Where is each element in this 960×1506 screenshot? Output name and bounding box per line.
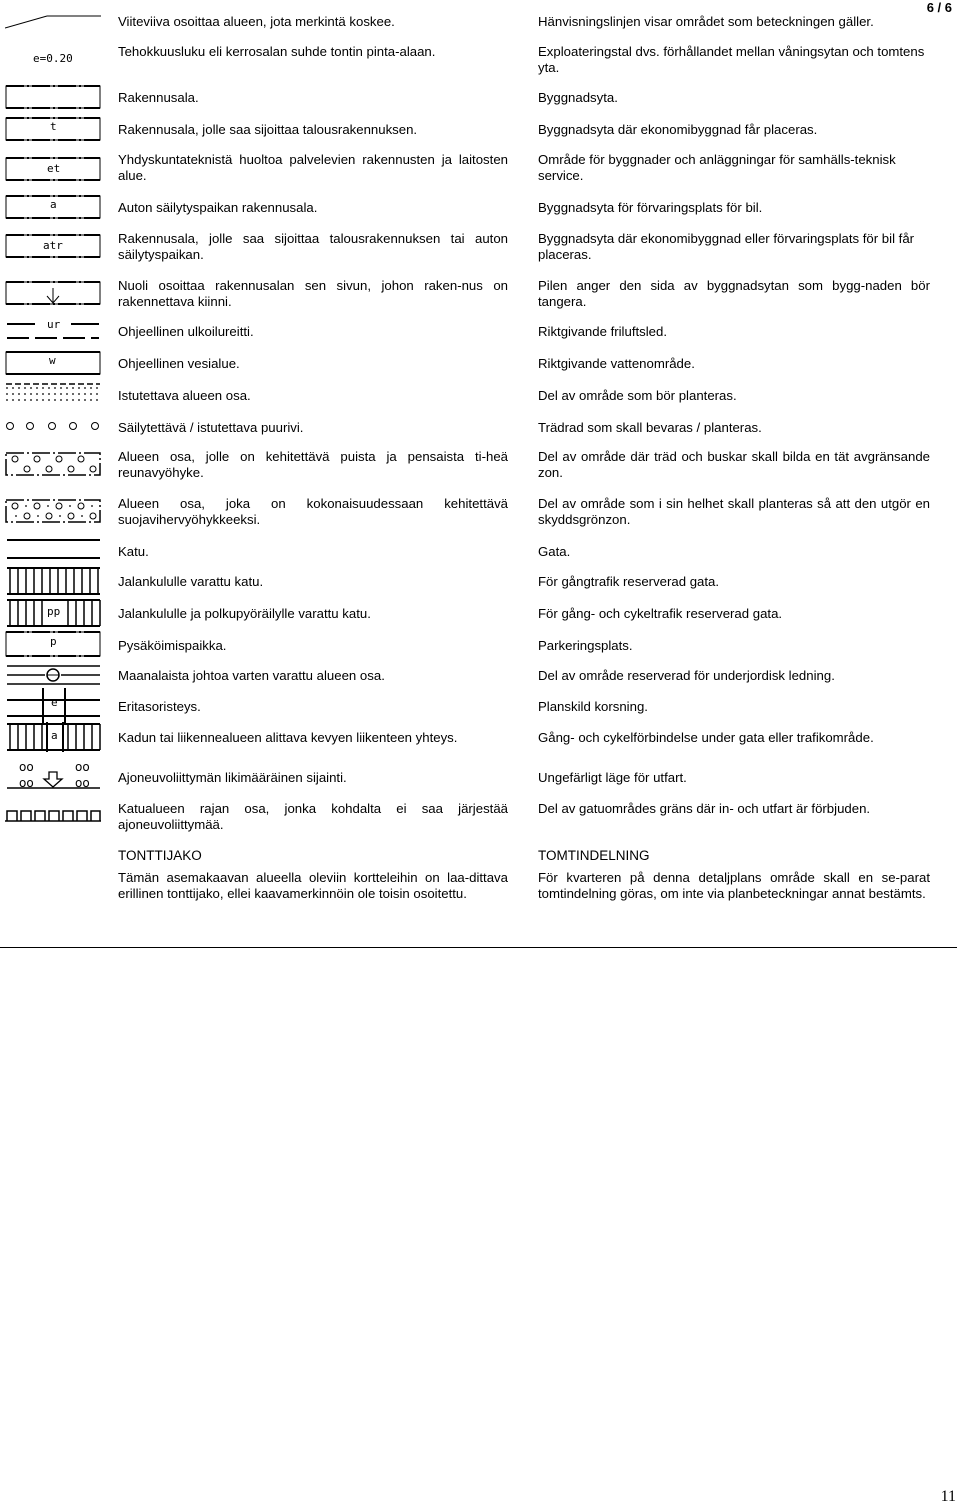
building-area-symbol <box>5 84 101 110</box>
legend-fi-text: Säilytettävä / istutettava puurivi. <box>118 420 304 435</box>
legend-sv-text: Exploateringstal dvs. förhållandet mellan våningsytan och tomtens yta. <box>538 44 925 75</box>
legend-sv-text: Gång- och cykelförbindelse under gata eller trafikområde. <box>538 730 874 745</box>
legend-sv-text: Del av område där träd och buskar skall bilda en tät avgränsande zon. <box>538 449 930 480</box>
legend-fi-text: Istutettava alueen osa. <box>118 388 251 403</box>
legend-fi-text: Ohjeellinen vesialue. <box>118 356 240 371</box>
tontti-fi-text: Tämän asemakaavan alueella oleviin kortteleihin on laa-dittava erillinen tonttijako, ellei kaavamerkinnöin ole toisin osoitettu. <box>118 870 508 901</box>
legend-sv-text: Byggnadsyta. <box>538 90 618 105</box>
legend-fi-text: Alueen osa, jolle on kehitettävä puista ja pensaista ti-heä reunavyöhyke. <box>118 449 508 480</box>
legend-fi-text: Rakennusala. <box>118 90 199 105</box>
legend-fi-text: Eritasoristeys. <box>118 699 201 714</box>
legend-fi-text: Yhdyskuntateknistä huoltoa palvelevien rakennusten ja laitosten alue. <box>118 152 508 183</box>
legend-fi-text: Rakennusala, jolle saa sijoittaa talousrakennuksen. <box>118 122 418 137</box>
tontti-sv-text: För kvarteren på denna detaljplans område skall en se-parat tomtindelning göras, om inte via planbeteckningar annat bestämts. <box>538 870 930 901</box>
legend-fi-text: Kadun tai liikennealueen alittava kevyen liikenteen yhteys. <box>118 730 458 745</box>
tontti-fi-heading: TONTTIJAKO <box>118 848 202 863</box>
legend-sv-text: Pilen anger den sida av byggnadsytan som bygg-naden bör tangera. <box>538 278 930 309</box>
legend-sv-text: Del av område som i sin helhet skall planteras så att den utgör en skyddsgrönzon. <box>538 496 930 527</box>
legend-fi-text: Katu. <box>118 544 149 559</box>
symbol-code: w <box>49 354 56 367</box>
legend-fi-text: Ohjeellinen ulkoilureitti. <box>118 324 254 339</box>
legend-sv-text: Byggnadsyta där ekonomibyggnad får placeras. <box>538 122 818 137</box>
legend-sv-text: Riktgivande friluftsled. <box>538 324 668 339</box>
legend-sv-text: Byggnadsyta där ekonomibyggnad eller förvaringsplats för bil får placeras. <box>538 231 915 262</box>
legend-fi-text: Auton säilytyspaikan rakennusala. <box>118 200 318 215</box>
legend-fi-text: Alueen osa, joka on kokonaisuudessaan kehitettävä suojavihervyöhykkeeksi. <box>118 496 508 527</box>
svg-text:oo: oo <box>19 762 34 774</box>
building-atr-symbol <box>5 233 101 259</box>
legend-fi-text: Viiteviiva osoittaa alueen, jota merkintä koskee. <box>118 14 395 29</box>
legend-fi-text: Jalankululle varattu katu. <box>118 574 264 589</box>
crossing-symbol <box>5 688 101 724</box>
building-a-symbol <box>5 194 101 220</box>
legend-fi-text: Katualueen rajan osa, jonka kohdalta ei saa järjestää ajoneuvoliittymää. <box>118 801 508 832</box>
footer-page-number: 11 <box>940 1488 956 1505</box>
efficiency-label: e=0.20 <box>33 52 73 65</box>
access-symbol <box>5 762 101 792</box>
legend-sv-text: För gång- och cykeltrafik reserverad gata. <box>538 606 783 621</box>
no-access-symbol <box>5 803 101 827</box>
legend-fi-text: Ajoneuvoliittymän likimääräinen sijainti. <box>118 770 347 785</box>
reference-line-symbol <box>5 14 101 30</box>
legend-sv-text: Parkeringsplats. <box>538 638 633 653</box>
legend-fi-text: Pysäköimispaikka. <box>118 638 227 653</box>
legend-sv-text: Område för byggnader och anläggningar för samhälls-teknisk service. <box>538 152 896 183</box>
legend-sv-text: Planskild korsning. <box>538 699 648 714</box>
legend-sv-text: Hänvisningslinjen visar området som beteckningen gäller. <box>538 14 874 29</box>
symbol-code: ur <box>47 318 61 331</box>
water-symbol <box>5 350 101 376</box>
symbol-code: a <box>50 198 57 211</box>
arrow-area-symbol <box>5 280 101 306</box>
section-divider <box>0 947 957 948</box>
legend-sv-text: Del av gatuområdes gräns där in- och utfart är förbjuden. <box>538 801 871 816</box>
building-et-symbol <box>5 156 101 182</box>
legend-sv-text: Trädrad som skall bevaras / planteras. <box>538 420 762 435</box>
planting-area-symbol <box>5 380 101 406</box>
legend-fi-text: Nuoli osoittaa rakennusalan sen sivun, johon raken-nus on rakennettava kiinni. <box>118 278 508 309</box>
route-symbol <box>5 318 101 344</box>
symbol-code: p <box>50 635 57 648</box>
symbol-code: t <box>50 120 57 133</box>
legend-fi-text: Jalankululle ja polkupyöräilylle varattu katu. <box>118 606 371 621</box>
svg-text:oo: oo <box>75 776 90 790</box>
symbol-code: et <box>47 162 61 175</box>
building-t-symbol <box>5 116 101 142</box>
dense-edge-symbol <box>5 451 101 477</box>
protective-green-symbol <box>5 498 101 524</box>
legend-sv-text: För gångtrafik reserverad gata. <box>538 574 720 589</box>
svg-text:oo: oo <box>75 762 90 774</box>
legend-sv-text: Riktgivande vattenområde. <box>538 356 695 371</box>
pedestrian-street-symbol <box>5 566 101 596</box>
symbol-code: e <box>51 696 58 709</box>
symbol-code: a <box>51 729 58 742</box>
legend-sv-text: Byggnadsyta för förvaringsplats för bil. <box>538 200 763 215</box>
legend-sv-text: Del av område reserverad för underjordisk ledning. <box>538 668 835 683</box>
underpass-symbol <box>5 722 101 752</box>
street-symbol <box>5 536 101 562</box>
parking-symbol <box>5 630 101 658</box>
legend-fi-text: Tehokkuusluku eli kerrosalan suhde tontin pinta-alaan. <box>118 44 436 59</box>
underground-line-symbol <box>5 662 101 688</box>
legend-sv-text: Gata. <box>538 544 571 559</box>
legend-sv-text: Del av område som bör planteras. <box>538 388 737 403</box>
legend-fi-text: Rakennusala, jolle saa sijoittaa talousrakennuksen tai auton säilytyspaikan. <box>118 231 508 262</box>
legend-fi-text: Maanalaista johtoa varten varattu alueen osa. <box>118 668 385 683</box>
tontti-sv-heading: TOMTINDELNING <box>538 848 650 863</box>
legend-sv-text: Ungefärligt läge för utfart. <box>538 770 687 785</box>
symbol-code: atr <box>43 239 63 252</box>
symbol-code: pp <box>47 605 61 618</box>
ped-bike-street-symbol <box>5 598 101 628</box>
page-indicator: 6 / 6 <box>926 0 952 15</box>
svg-text:oo: oo <box>19 776 34 790</box>
tree-row-symbol <box>5 412 101 438</box>
